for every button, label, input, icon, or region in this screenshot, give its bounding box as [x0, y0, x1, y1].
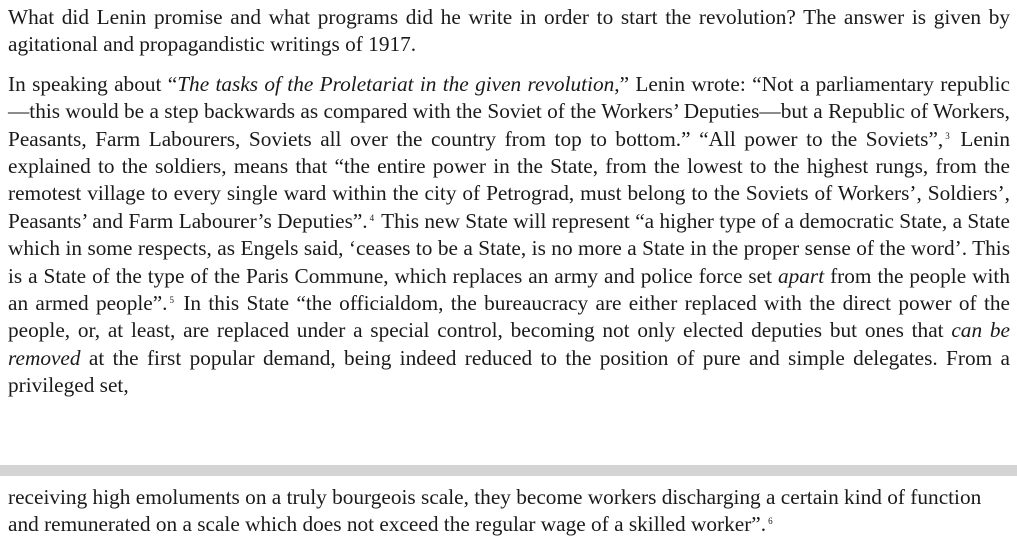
page-break-divider: [0, 465, 1017, 476]
text-segment: ,” Lenin wrote: “Not a parliamentary republic—this would be a step backwards as compared with the Soviet of the Workers’ Deputies—but a Republic of Workers, Peasants, Farm Labourers, Soviets all over the country from top to bottom.” “All power to the Soviets”,: [8, 71, 1011, 151]
document-page-lower: [0, 484, 1017, 539]
footnote-marker-6[interactable]: 6: [768, 516, 773, 527]
paragraph-continuation-text: receiving high emoluments on a truly bourgeois scale, they become workers discharging a certain kind of function and remunerated on a scale which does not exceed the regular wage of a skilled worker”.: [8, 485, 982, 537]
paragraph-intro: [8, 4, 1010, 59]
text-segment: at the first popular demand, being indeed reduced to the position of pure and simple delegates. From a privileged set,: [8, 345, 1010, 398]
text-segment: This new State will represent “a higher type of a democratic State, a State which in some respects, as Engels said, ‘ceases to be a State, is no more a State in the proper sense of the word’. This is a State of the type of the Paris Commune, which replaces an army and police force set: [8, 208, 1011, 288]
italic-emphasis-removed: can be removed: [8, 318, 1010, 370]
italic-emphasis-apart: apart: [777, 263, 825, 288]
paragraph-intro-text: What did Lenin promise and what programs did he write in order to start the revolution? The answer is given by agitational and propagandistic writings of 1917.: [8, 5, 1010, 57]
text-segment: In this State “the officialdom, the bureaucracy are either replaced with the direct power of the people, or, at least, are replaced under a special control, becoming not only elected deputies but ones that: [8, 291, 1010, 343]
text-segment: Lenin explained to the soldiers, means that “the entire power in the State, from the lowest to the highest rungs, from the remotest village to every single ward within the city of Petrograd, must belong to the Soviets of Workers’, Soldiers’, Peasants’ and Farm Labourer’s Deputies”.: [8, 126, 1010, 233]
document-page-upper: [0, 4, 1017, 400]
footnote-marker-3[interactable]: 3: [945, 130, 950, 141]
footnote-marker-5[interactable]: 5: [169, 295, 174, 306]
paragraph-continuation: [8, 484, 1010, 539]
paragraph-lenin-quote: [8, 71, 1010, 400]
footnote-marker-4[interactable]: 4: [369, 212, 375, 223]
text-segment: from the people with an armed people”.: [8, 263, 1010, 316]
text-segment: In speaking about “: [8, 71, 178, 96]
italic-title: The tasks of the Proletariat in the given revolution: [177, 71, 615, 96]
